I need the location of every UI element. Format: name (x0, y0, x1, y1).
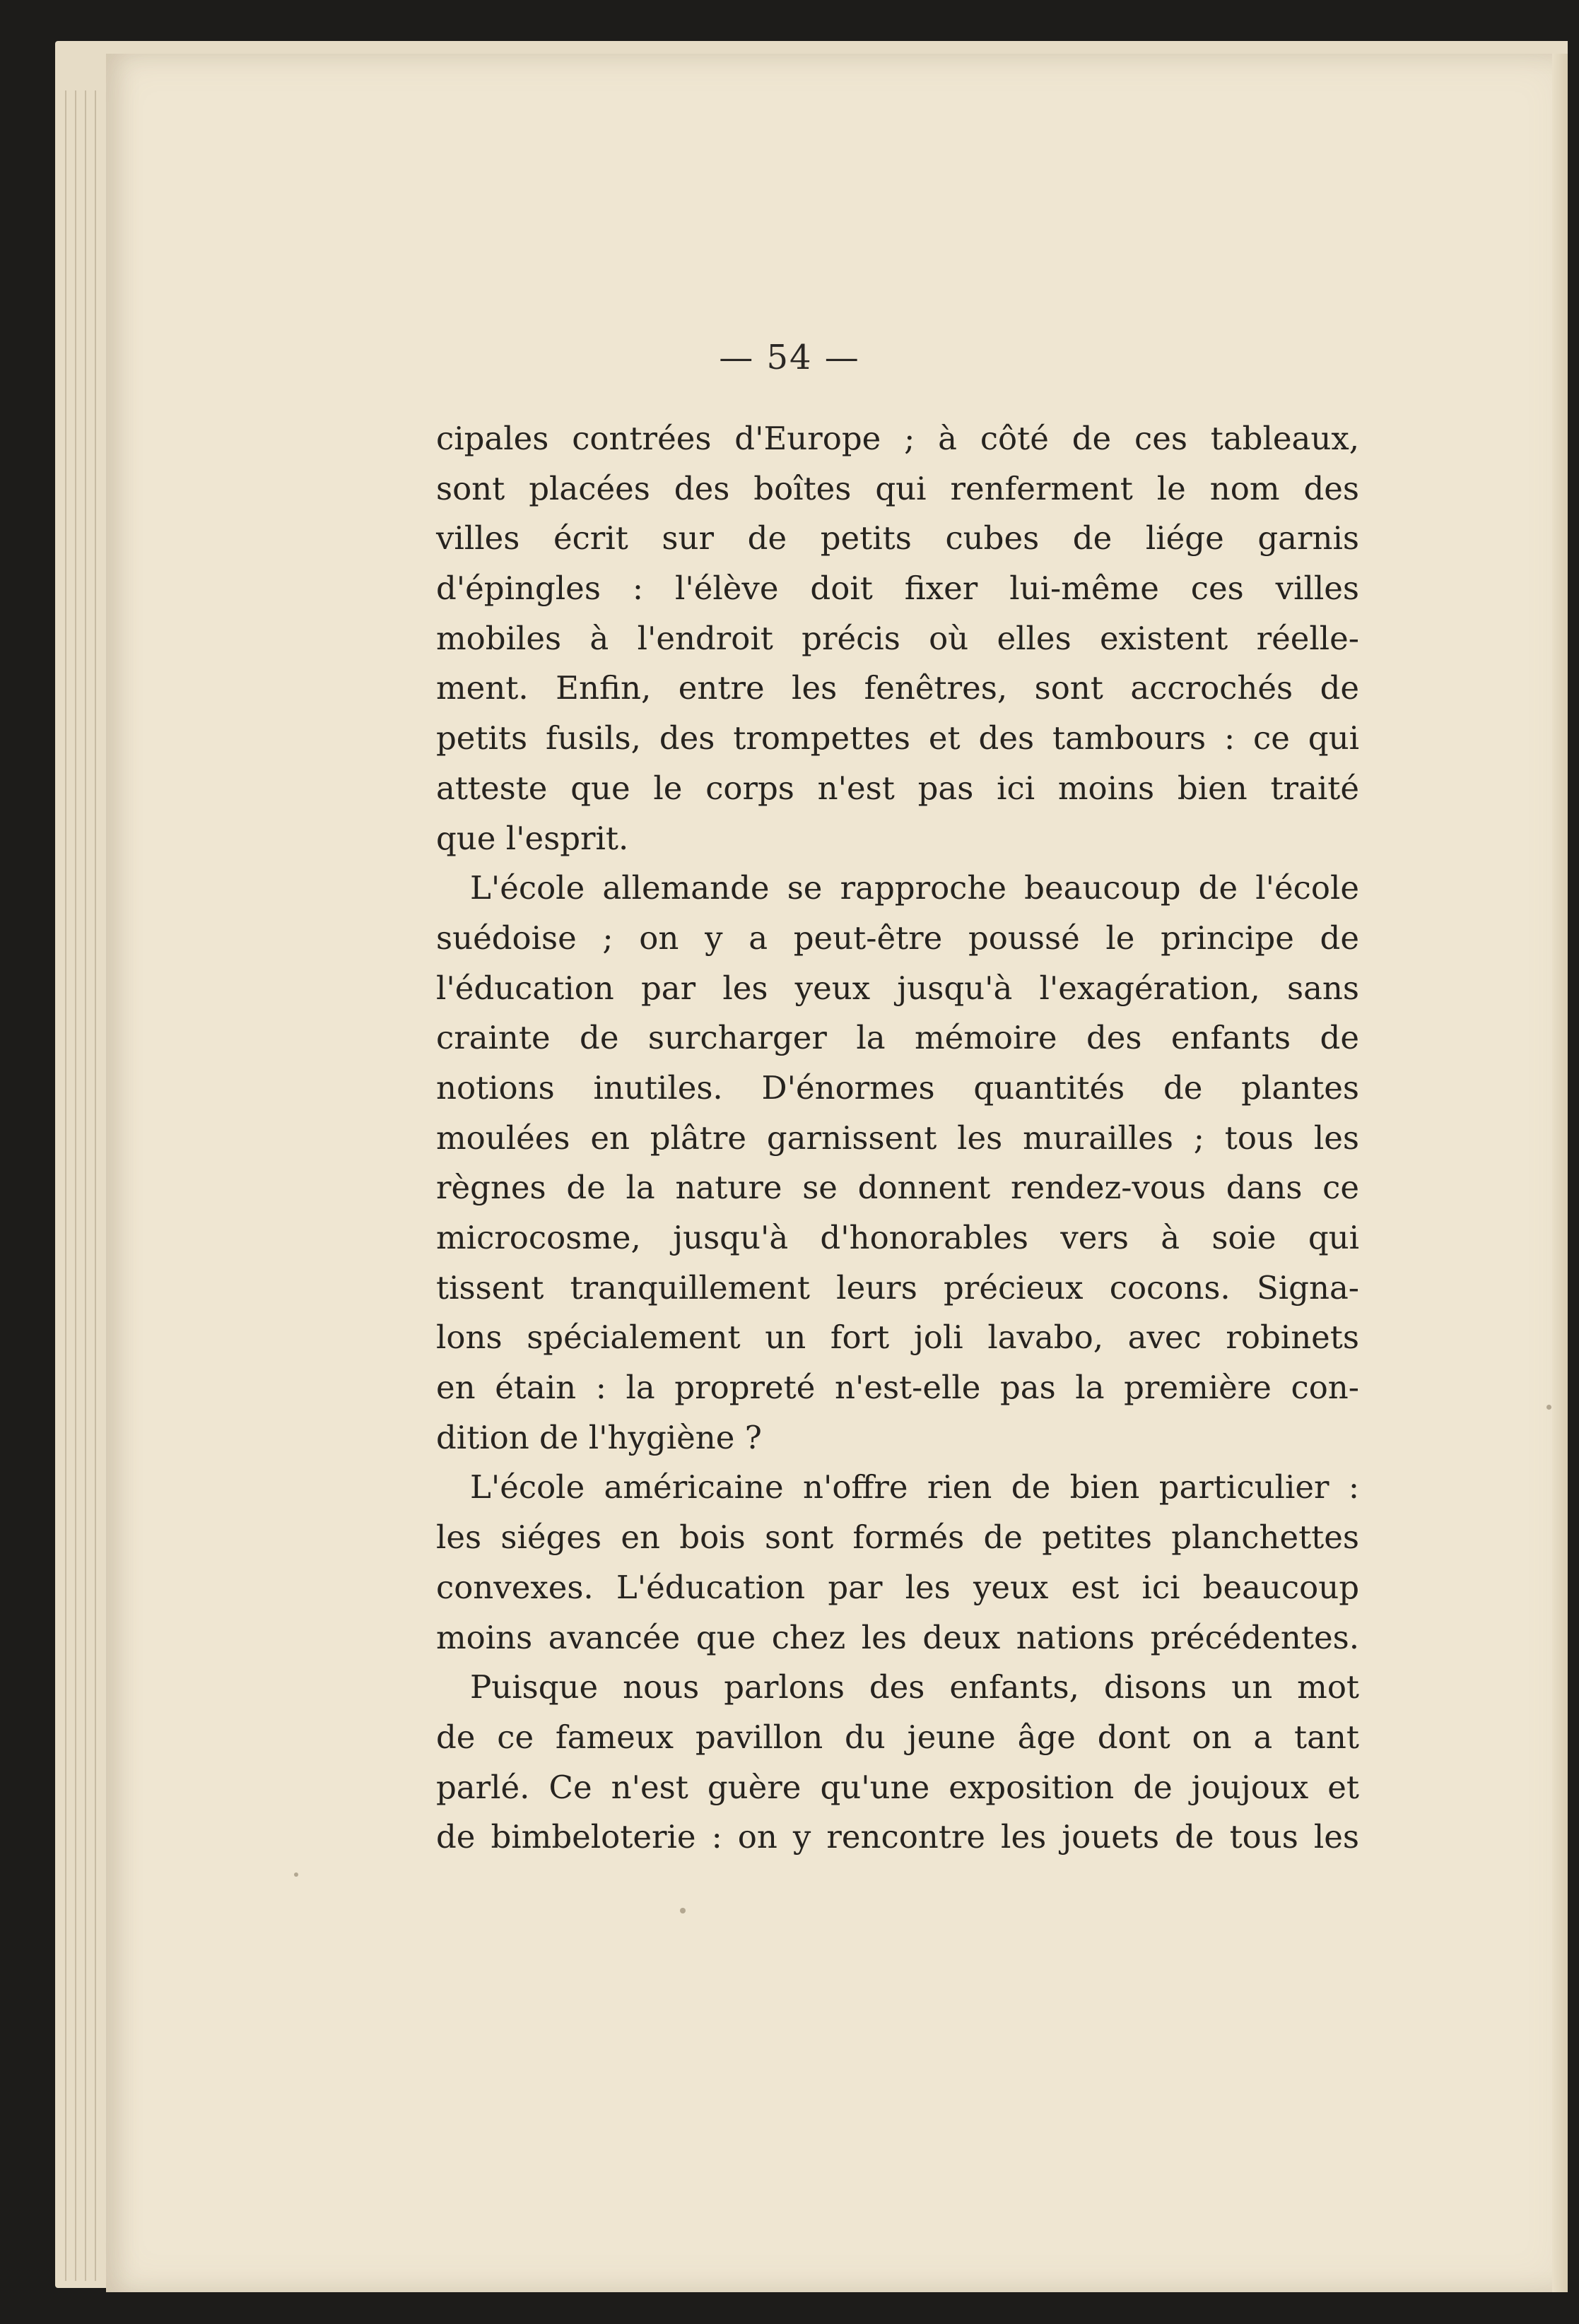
text-line: dition de l'hygiène ? (436, 1418, 762, 1456)
text-line: moulées en plâtre garnissent les murailles ; tous les (436, 1119, 1359, 1157)
text-line: cipales contrées d'Europe ; à côté de ces tableaux, (436, 420, 1359, 457)
text-line: ment. Enfin, entre les fenêtres, sont accrochés de (436, 669, 1359, 707)
text-line: villes écrit sur de petits cubes de liége garnis (436, 519, 1359, 558)
text-line: de bimbeloterie : on y rencontre les jouets de tous les (436, 1818, 1359, 1856)
body-text (436, 414, 1359, 1863)
text-line: Puisque nous parlons des enfants, disons un mot (470, 1668, 1359, 1706)
text-line: lons spécialement un fort joli lavabo, avec robinets (436, 1319, 1359, 1357)
paper-speck (294, 1872, 298, 1877)
text-line: d'épingles : l'élève doit fixer lui-même ces villes (436, 570, 1359, 608)
text-line: moins avancée que chez les deux nations précédentes. (436, 1618, 1359, 1656)
text-line: crainte de surcharger la mémoire des enfants de (436, 1019, 1359, 1057)
text-line: les siéges en bois sont formés de petites planchettes (436, 1518, 1359, 1557)
text-line: sont placées des boîtes qui renferment le nom des (436, 469, 1359, 507)
text-line: atteste que le corps n'est pas ici moins bien traité (436, 769, 1359, 807)
text-line: convexes. L'éducation par les yeux est ici beaucoup (436, 1568, 1359, 1606)
text-line: notions inutiles. D'énormes quantités de plantes (436, 1068, 1359, 1107)
text-line: de ce fameux pavillon du jeune âge dont on a tant (436, 1718, 1359, 1756)
text-line: parlé. Ce n'est guère qu'une exposition de joujoux et (436, 1768, 1359, 1806)
page-edge-line (65, 90, 66, 2281)
paper-speck (680, 1908, 686, 1913)
page-edge-line (75, 90, 76, 2281)
text-line: microcosme, jusqu'à d'honorables vers à soie qui (436, 1219, 1359, 1256)
text-line: que l'esprit. (436, 819, 629, 857)
text-line: L'école allemande se rapproche beaucoup de l'école (470, 869, 1359, 907)
page-edge-line (85, 90, 86, 2281)
paper-speck (1546, 1405, 1551, 1410)
text-line: mobiles à l'endroit précis où elles existent réelle- (436, 619, 1359, 657)
text-line: suédoise ; on y a peut-être poussé le principe de (436, 919, 1359, 957)
page-edge-line (95, 90, 96, 2281)
page-right-edge (1552, 54, 1568, 2292)
text-line: L'école américaine n'offre rien de bien particulier : (470, 1468, 1359, 1506)
text-line: petits fusils, des trompettes et des tambours : ce qui (436, 719, 1359, 757)
text-line: l'éducation par les yeux jusqu'à l'exagération, sans (436, 969, 1359, 1007)
text-line: tissent tranquillement leurs précieux cocons. Signa- (436, 1268, 1359, 1306)
text-line: en étain : la propreté n'est-elle pas la première con- (436, 1369, 1359, 1407)
text-line: règnes de la nature se donnent rendez-vous dans ce (436, 1169, 1359, 1207)
page-number: — 54 — (719, 338, 860, 377)
